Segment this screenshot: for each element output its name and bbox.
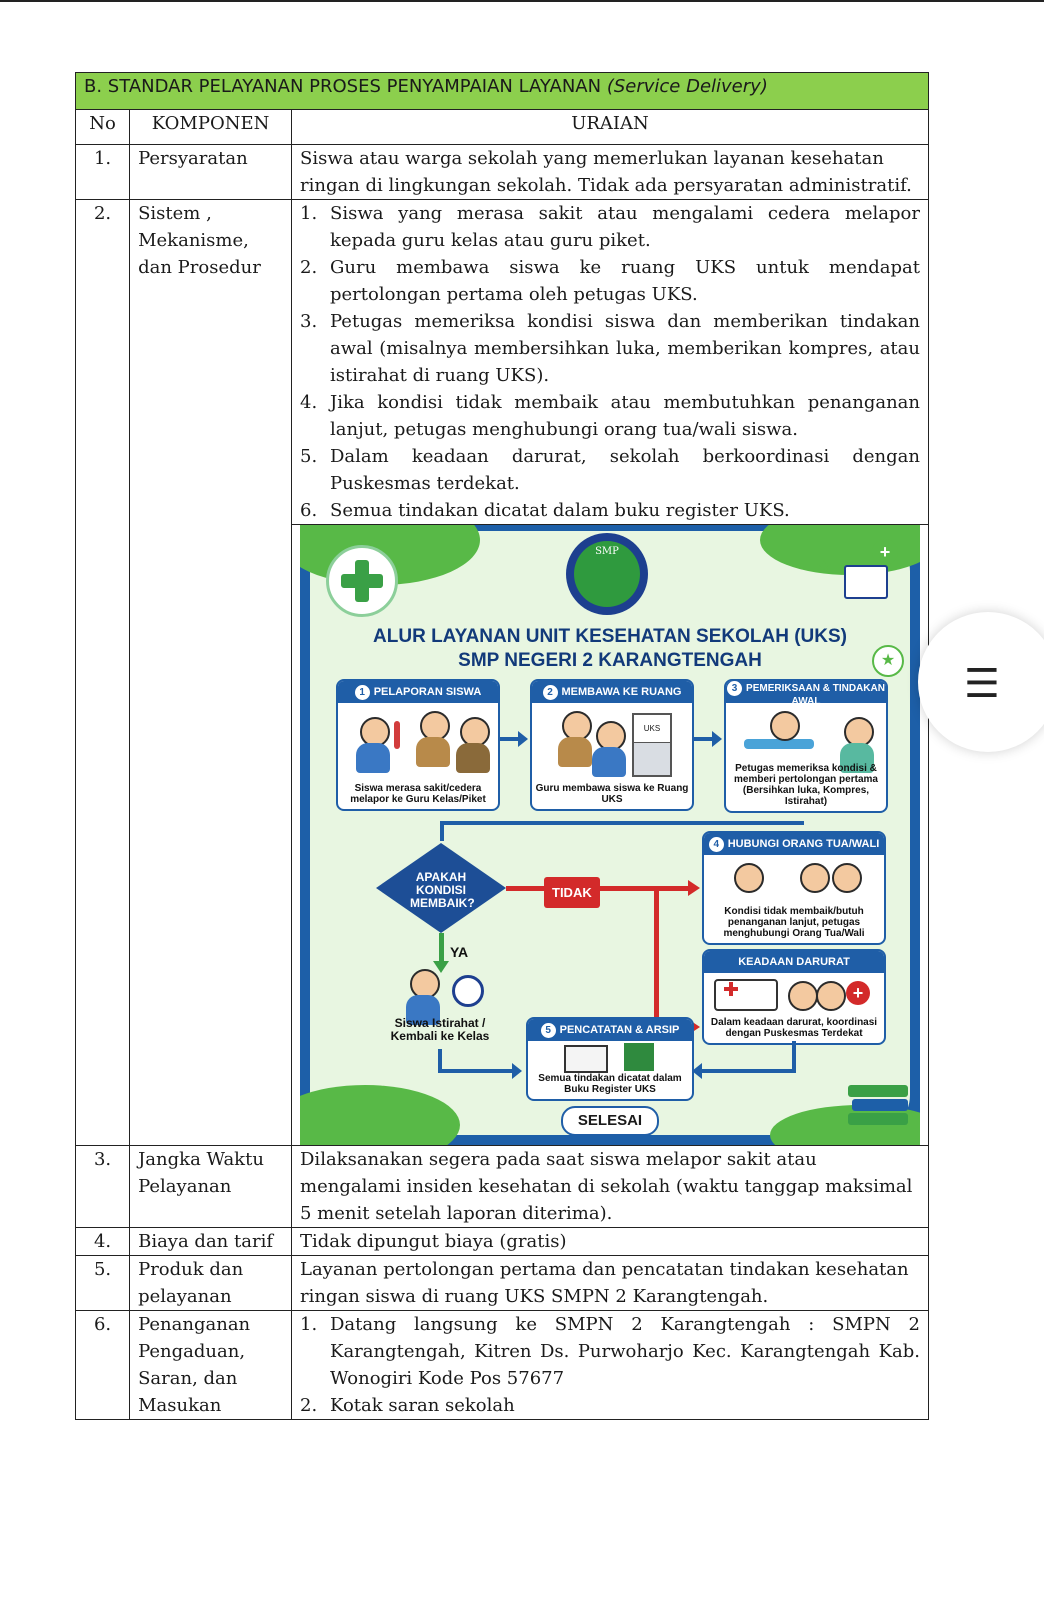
flow-connector (792, 1041, 796, 1071)
clock-icon (452, 975, 484, 1007)
complaint-channel-list (300, 1311, 920, 1419)
table-row: 5. Produk dan pelayanan Layanan pertolongan pertama dan pencatatan tindakan kesehatan ringan siswa di ruang UKS SMPN 2 Karangtengah. (76, 1256, 929, 1311)
uks-door: UKS (632, 713, 672, 777)
step-5-card: 5 PENCATATAN & ARSIP Semua tindakan dicatat dalam Buku Register UKS (526, 1017, 694, 1101)
step-1-card: 1 PELAPORAN SISWA Siswa merasa sakit/cedera melapor ke Guru Kelas/Piket (336, 679, 500, 811)
star-badge-icon: ★ (872, 645, 904, 677)
uks-flow-infographic (292, 525, 929, 1146)
flow-connector (438, 1049, 442, 1071)
step-4-card: 4 HUBUNGI ORANG TUA/WALI Kondisi tidak membaik/butuh penanganan lanjut, petugas menghubungi Orang Tua/Wali (702, 831, 886, 945)
emergency-arrow (654, 888, 659, 1028)
yes-label: YA (450, 944, 469, 960)
yes-arrow (439, 933, 444, 963)
book-icon (844, 565, 888, 599)
thermometer-icon (394, 721, 400, 749)
star-icon: ★ (816, 556, 833, 576)
end-badge: SELESAI (561, 1106, 659, 1136)
flow-connector (438, 1069, 514, 1073)
decision-diamond: APAKAH KONDISI MEMBAIK? (376, 843, 506, 933)
infographic-title: ALUR LAYANAN UNIT KESEHATAN SEKOLAH (UKS) (373, 626, 847, 647)
service-standard-table (75, 72, 929, 1420)
step-2-card: 2 MEMBAWA KE RUANG UKS UKS Guru membawa siswa ke Ruang UKS (530, 679, 694, 811)
table-row: 6. Penanganan Pengaduan, Saran, dan Masukan 1. Datang langsung ke SMPN 2 Karangtengah : SMPN 2 Karangtengah, Kitren Ds. Purwoharjo Kec. Karangtengah Kab. Wonogiri Kode Pos 57677 2. Kotak saran sekolah (76, 1311, 929, 1420)
header-no: No (76, 110, 130, 145)
arrow-right-icon (500, 737, 520, 741)
register-book-icon (624, 1043, 654, 1071)
flow-connector (702, 1069, 796, 1073)
list-item: 3. Petugas memeriksa kondisi siswa dan memberikan tindakan awal (misalnya membersihkan luka, memberikan kompres, atau istirahat di ruang UKS). (300, 311, 920, 386)
infographic-subtitle: SMP NEGERI 2 KARANGTENGAH (458, 650, 762, 671)
procedure-list (300, 200, 920, 524)
header-komponen: KOMPONEN (130, 110, 292, 145)
plus-badge-icon: + (872, 539, 898, 565)
bed-icon (744, 739, 814, 749)
table-row: 4. Biaya dan tarif Tidak dipungut biaya (gratis) (76, 1228, 929, 1256)
list-item: 6. Semua tindakan dicatat dalam buku register UKS. (300, 500, 790, 521)
flow-connector (440, 821, 804, 825)
list-item: 2. Guru membawa siswa ke ruang UKS untuk mendapat pertolongan pertama oleh petugas UKS. (300, 257, 920, 305)
top-border (0, 0, 1044, 2)
header-uraian: URAIAN (292, 110, 929, 145)
list-item: 4. Jika kondisi tidak membaik atau membutuhkan penanganan lanjut, petugas menghubungi orang tua/wali siswa. (300, 392, 920, 440)
register-book-icon (564, 1045, 608, 1073)
arrow-right-icon (694, 737, 714, 741)
emergency-card: KEADAAN DARURAT + Dalam keadaan darurat, koordinasi dengan Puskesmas Terdekat (702, 949, 886, 1045)
hamburger-menu-icon: ☰ (964, 661, 1000, 707)
table-row: 1. Persyaratan Siswa atau warga sekolah yang memerlukan layanan kesehatan ringan di lingkungan sekolah. Tidak ada persyaratan administratif. (76, 145, 929, 200)
ambulance-icon (714, 979, 778, 1011)
medical-cross-icon (326, 545, 398, 617)
hospital-cross-icon: + (846, 981, 870, 1005)
list-item: 2. Kotak saran sekolah (300, 1395, 515, 1416)
floating-menu-button[interactable] (918, 612, 1044, 752)
rest-caption: Siswa Istirahat / Kembali ke Kelas (390, 1016, 490, 1043)
list-item: 1. Siswa yang merasa sakit atau mengalami cedera melapor kepada guru kelas atau guru piket. (300, 203, 920, 251)
flow-connector (440, 821, 444, 841)
list-item: 5. Dalam keadaan darurat, sekolah berkoordinasi dengan Puskesmas terdekat. (300, 446, 920, 494)
school-logo: SMP (566, 533, 648, 615)
step-3-card: 3 PEMERIKSAAN & TINDAKAN AWAL Petugas memeriksa kondisi & memberi pertolongan pertama (Bersihkan luka, Kompres, Istirahat) (724, 679, 888, 813)
no-label: TIDAK (544, 877, 600, 908)
section-title: B. STANDAR PELAYANAN PROSES PENYAMPAIAN LAYANAN (Service Delivery) (76, 73, 929, 110)
table-row: 3. Jangka Waktu Pelayanan Dilaksanakan segera pada saat siswa melapor sakit atau mengalami insiden kesehatan di sekolah (waktu tanggap maksimal 5 menit setelah laporan diterima). (76, 1146, 929, 1228)
books-stack-icon (848, 1085, 908, 1129)
list-item: 1. Datang langsung ke SMPN 2 Karangtengah : SMPN 2 Karangtengah, Kitren Ds. Purwoharjo Kec. Karangtengah Kab. Wonogiri Kode Pos 57677 (300, 1314, 920, 1389)
table-row: 2. Sistem , Mekanisme, dan Prosedur 1. Siswa yang merasa sakit atau mengalami cedera melapor kepada guru kelas atau guru piket. 2. Guru membawa siswa ke ruang UKS untuk mendapat pertolongan pertama oleh petugas UKS. 3. Petugas memeriksa kondisi siswa dan memberikan tindakan awal (misalnya membersihkan luka, memberikan kompres, atau istirahat di ruang UKS). 4. Jika kondisi tidak membaik atau membutuhkan penanganan lanjut, petugas menghubungi orang tua/wali siswa. 5. Dalam keadaan darurat, sekolah berkoordinasi dengan Puskesmas terdekat. 6. Semua tindakan dicatat dalam buku register UKS. (76, 200, 929, 525)
